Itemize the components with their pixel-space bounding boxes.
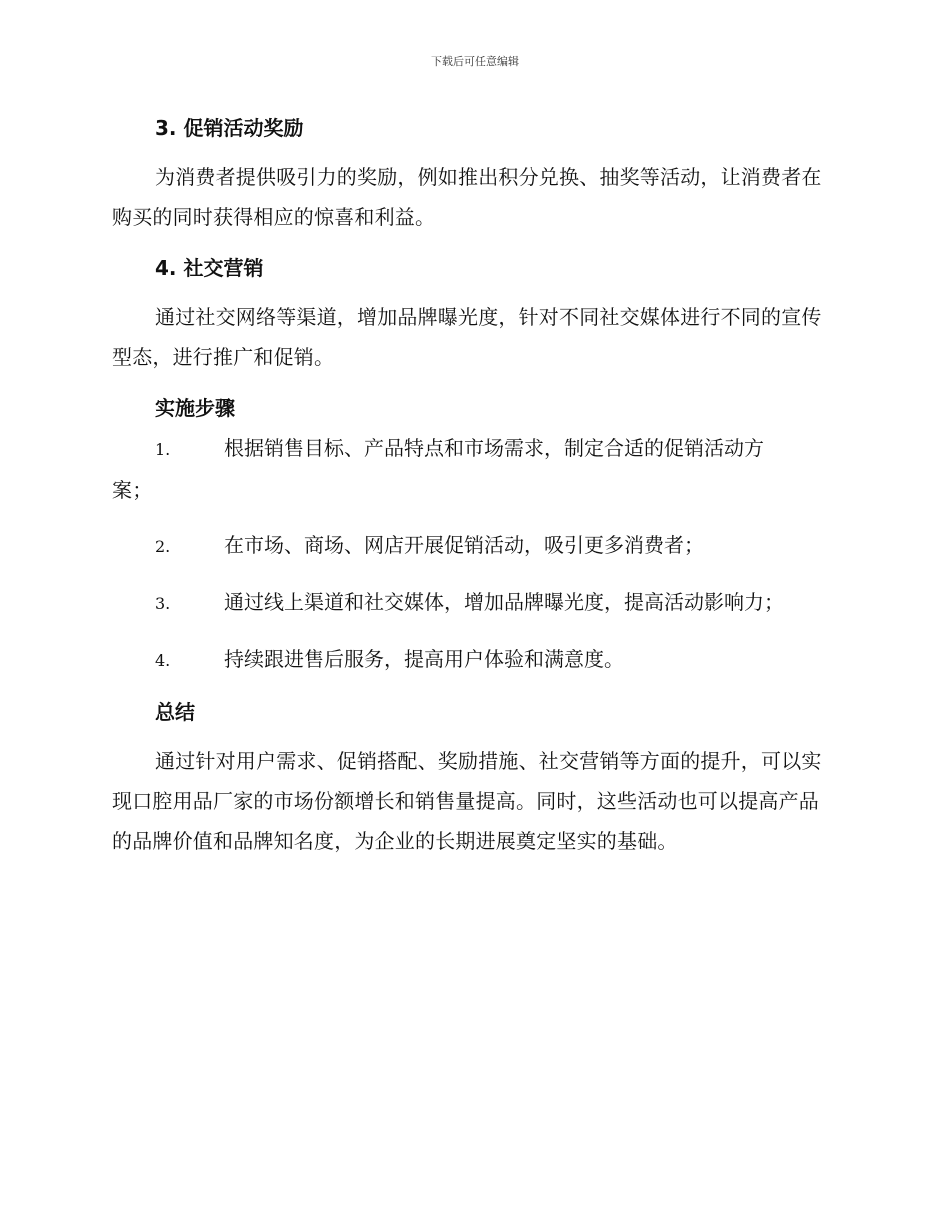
list-item-number: 2. <box>155 537 171 556</box>
list-item <box>112 582 830 624</box>
section-heading-summary: 总结 <box>155 700 195 724</box>
section-paragraph-social-marketing: 通过社交网络等渠道，增加品牌曝光度，针对不同社交媒体进行不同的宣传型态，进行推广和促销。 <box>112 305 822 369</box>
list-item <box>112 639 830 681</box>
section-heading-promotion-rewards: 3. 促销活动奖励 <box>155 116 304 140</box>
list-item-text: 在市场、商场、网店开展促销活动，吸引更多消费者； <box>224 533 704 557</box>
section-paragraph-promotion-rewards: 为消费者提供吸引力的奖励，例如推出积分兑换、抽奖等活动，让消费者在购买的同时获得相应的惊喜和利益。 <box>112 165 822 229</box>
list-item-continuation: 案； <box>112 478 153 502</box>
list-item-text: 根据销售目标、产品特点和市场需求，制定合适的促销活动方 <box>224 436 764 460</box>
list-item-number: 1. <box>155 440 171 459</box>
list-item-text: 通过线上渠道和社交媒体，增加品牌曝光度，提高活动影响力； <box>224 590 784 614</box>
list-item-number: 3. <box>155 594 171 613</box>
list-item-text: 持续跟进售后服务，提高用户体验和满意度。 <box>224 647 624 671</box>
section-heading-social-marketing: 4. 社交营销 <box>155 256 264 280</box>
list-item <box>112 428 830 470</box>
document-body <box>112 108 830 861</box>
section-paragraph-summary: 通过针对用户需求、促销搭配、奖励措施、社交营销等方面的提升，可以实现口腔用品厂家的市场份额增长和销售量提高。同时，这些活动也可以提高产品的品牌价值和品牌知名度，为企业的长期进展奠定坚实的基础。 <box>112 749 822 853</box>
page-header: 下载后可任意编辑 <box>431 55 519 68</box>
list-item <box>112 525 830 567</box>
section-heading-implementation-steps: 实施步骤 <box>155 396 235 420</box>
list-item-number: 4. <box>155 651 171 670</box>
